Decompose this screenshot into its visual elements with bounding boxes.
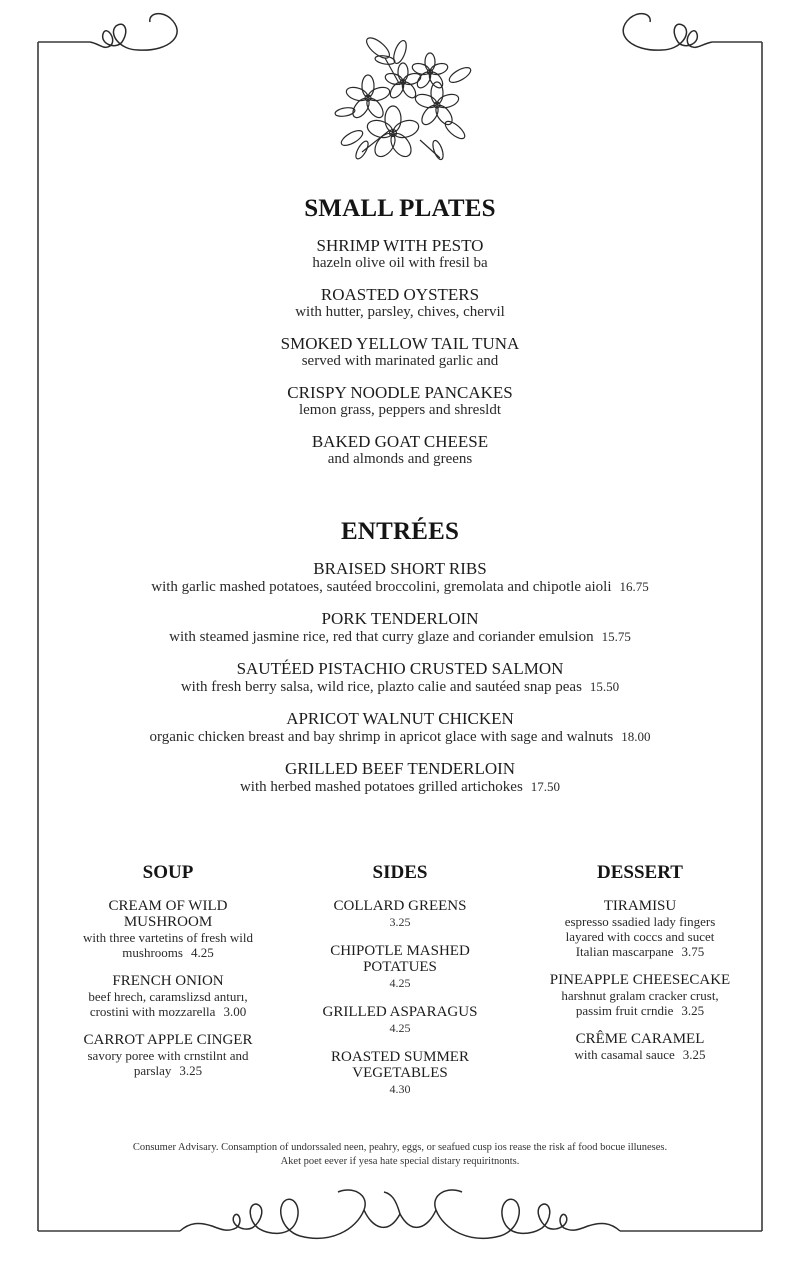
- item-name: TIRAMISU: [603, 898, 677, 914]
- item-description-text: organic chicken breast and bay shrimp in apricot glace with sage and walnuts: [149, 729, 614, 745]
- item-description-text: with casamal sauce: [574, 1047, 675, 1062]
- item-description-text: Italian mascarpane: [575, 944, 674, 959]
- menu-item: [0, 334, 800, 370]
- item-name: BAKED GOAT CHEESE: [311, 432, 489, 451]
- item-name: CRÊME CARAMEL: [575, 1031, 705, 1047]
- item-name: GRILLED BEEF TENDERLOIN: [284, 759, 516, 778]
- item-description: [58, 1063, 278, 1078]
- item-price: 3.75: [681, 944, 705, 959]
- item-name: ROASTED SUMMER: [331, 1049, 469, 1065]
- item-price: 18.00: [621, 729, 651, 744]
- menu-item: [0, 383, 800, 419]
- item-description-text: crostini with mozzarella: [89, 1004, 216, 1019]
- item-price: 16.75: [619, 579, 649, 594]
- item-name: CHIPOTLE MASHED: [330, 943, 470, 959]
- item-description: harshnut gralam cracker crust,: [561, 988, 719, 1003]
- item-price: 4.25: [389, 976, 411, 990]
- item-description: [0, 728, 800, 746]
- advisory-line-1: Consumer Advisary. Consamption of undorssaled neen, peahry, eggs, or seafued cusp ios rease the risk af food bocue illuneses.: [132, 1142, 668, 1153]
- item-description-text: with herbed mashed potatoes grilled artichokes: [239, 779, 523, 795]
- item-description: hazeln olive oil with fresil ba: [312, 255, 488, 271]
- item-description: beef hrech, caramslizsd anturı,: [88, 989, 248, 1004]
- menu-item: [58, 1032, 278, 1078]
- menu-item: [525, 898, 755, 959]
- soup-column: [58, 862, 278, 1091]
- section-title-small-plates: SMALL PLATES: [304, 195, 496, 222]
- menu-item: [298, 943, 502, 991]
- item-description-text: passim fruit crndie: [575, 1003, 674, 1018]
- item-price: 3.25: [682, 1047, 706, 1062]
- item-price: 17.50: [530, 779, 561, 794]
- item-description: [58, 945, 278, 960]
- section-title-dessert: DESSERT: [597, 862, 683, 883]
- item-name: FRENCH ONION: [112, 973, 224, 989]
- item-description: [0, 578, 800, 596]
- item-name: GRILLED ASPARAGUS: [322, 1004, 478, 1020]
- sides-column: [298, 862, 502, 1110]
- menu-item: [0, 759, 800, 796]
- section-title-entrees: ENTRÉES: [340, 518, 460, 545]
- item-name: SMOKED YELLOW TAIL TUNA: [280, 334, 520, 353]
- menu-item: [525, 1031, 755, 1062]
- dessert-column: [525, 862, 755, 1075]
- item-name: CARROT APPLE CINGER: [83, 1032, 253, 1048]
- item-price: 4.25: [389, 1021, 411, 1035]
- item-name: COLLARD GREENS: [333, 898, 467, 914]
- item-name: POTATUES: [363, 959, 437, 975]
- item-description: espresso ssadied lady fingers: [564, 914, 716, 929]
- item-name: SHRIMP WITH PESTO: [316, 236, 484, 255]
- item-description: [0, 678, 800, 696]
- item-price: 4.25: [190, 945, 214, 960]
- item-description: [0, 778, 800, 796]
- item-description: [525, 1003, 755, 1018]
- menu-item: [0, 432, 800, 468]
- item-price: 3.00: [223, 1004, 247, 1019]
- item-description: with hutter, parsley, chives, chervil: [295, 304, 505, 320]
- item-description-text: parslay: [133, 1063, 172, 1078]
- flourish-bottom-center-icon: [180, 1190, 620, 1238]
- item-description: served with marinated garlic and: [301, 353, 499, 369]
- item-name: MUSHROOM: [123, 914, 213, 930]
- menu-item: [0, 559, 800, 596]
- menu-item: [0, 659, 800, 696]
- item-price: 3.25: [681, 1003, 705, 1018]
- item-name: VEGETABLES: [352, 1065, 448, 1081]
- item-description: layared with coccs and sucet: [565, 929, 715, 944]
- menu-item: [58, 973, 278, 1019]
- item-name: CREAM OF WILD: [108, 898, 228, 914]
- item-name: PORK TENDERLOIN: [321, 609, 479, 628]
- small-plates-section: [0, 195, 800, 468]
- item-price: 3.25: [179, 1063, 203, 1078]
- entrees-section: [0, 518, 800, 796]
- item-name: SAUTÉED PISTACHIO CRUSTED SALMON: [236, 659, 564, 678]
- item-description: and almonds and greens: [327, 451, 473, 467]
- menu-item: [298, 1049, 502, 1097]
- item-price: 4.30: [389, 1082, 411, 1096]
- item-price: 15.75: [601, 629, 631, 644]
- item-name: ROASTED OYSTERS: [320, 285, 480, 304]
- flourish-top-left-icon: [90, 14, 177, 51]
- item-price: 3.25: [389, 915, 411, 929]
- item-description-text: mushrooms: [122, 945, 183, 960]
- menu-item: [525, 972, 755, 1018]
- item-description: lemon grass, peppers and shresldt: [298, 402, 502, 418]
- section-title-soup: SOUP: [142, 862, 194, 883]
- menu-item: [0, 236, 800, 272]
- menu-item: [0, 709, 800, 746]
- advisory-line-2: Aket poet eever if yesa hate special distary requiritnonts.: [280, 1156, 520, 1167]
- item-description-text: with garlic mashed potatoes, sautéed broccolini, gremolata and chipotle aioli: [151, 579, 612, 595]
- item-name: APRICOT WALNUT CHICKEN: [286, 709, 514, 728]
- item-description-text: with steamed jasmine rice, red that curry glaze and coriander emulsion: [169, 629, 594, 645]
- item-description: [525, 944, 755, 959]
- menu-item: [298, 898, 502, 930]
- menu-item: [58, 898, 278, 960]
- section-title-sides: SIDES: [372, 862, 428, 883]
- item-description: [0, 628, 800, 646]
- item-description: [58, 1004, 278, 1019]
- item-price: 15.50: [589, 679, 620, 694]
- item-name: CRISPY NOODLE PANCAKES: [287, 383, 513, 402]
- floral-bouquet-icon: [334, 34, 472, 160]
- item-description: [525, 1047, 755, 1062]
- item-name: PINEAPPLE CHEESECAKE: [549, 972, 731, 988]
- item-description: savory poree with crnstilnt and: [87, 1048, 249, 1063]
- item-description-text: with fresh berry salsa, wild rice, plazto calie and sautéed snap peas: [180, 679, 582, 695]
- item-description: with three vartetins of fresh wild: [82, 930, 254, 945]
- consumer-advisory: [0, 1141, 800, 1169]
- item-name: BRAISED SHORT RIBS: [313, 559, 487, 578]
- menu-item: [0, 285, 800, 321]
- menu-item: [298, 1004, 502, 1036]
- flourish-top-right-icon: [623, 14, 712, 51]
- menu-item: [0, 609, 800, 646]
